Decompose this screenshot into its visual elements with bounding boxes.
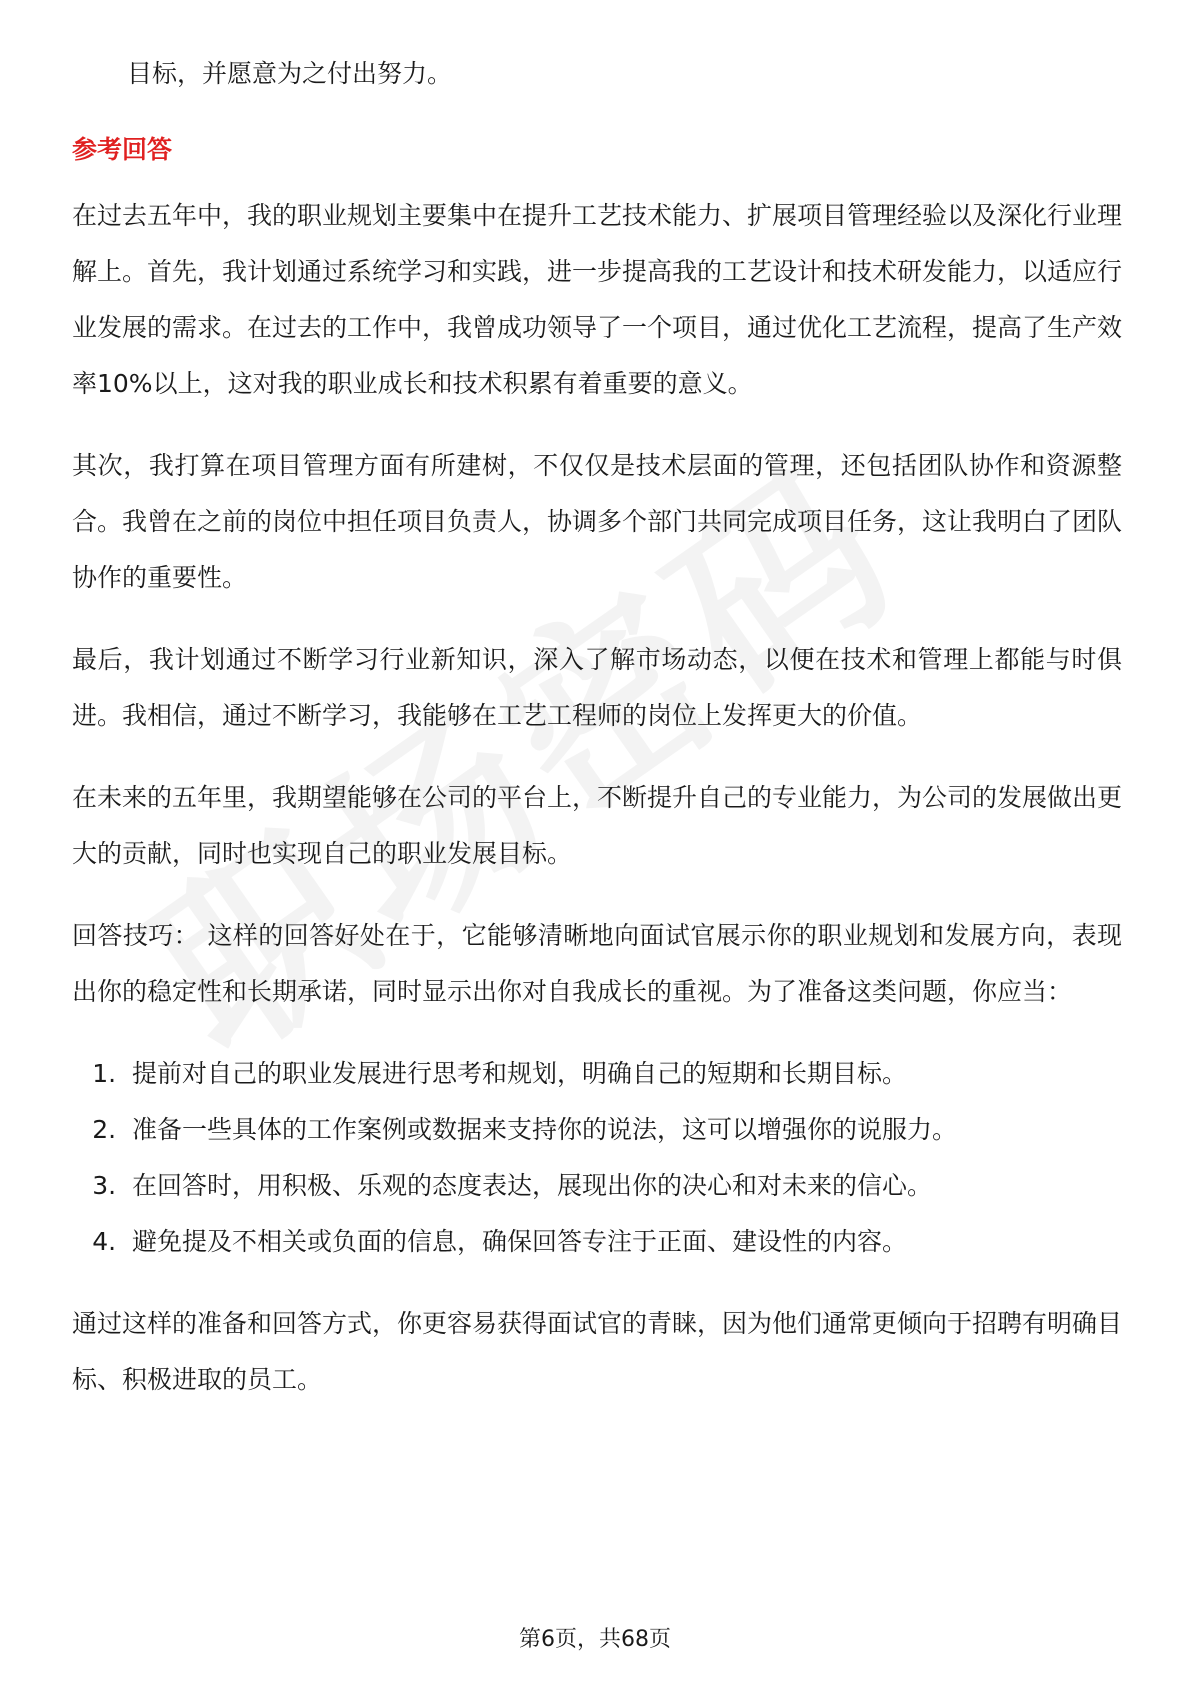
paragraph-2: 其次，我打算在项目管理方面有所建树，不仅仅是技术层面的管理，还包括团队协作和资源整合。我曾在之前的岗位中担任项目负责人，协调多个部门共同完成项目任务，这让我明白了团队协作的重要性。 [72,451,1123,592]
list-item: 4. 避免提及不相关或负面的信息，确保回答专注于正面、建设性的内容。 [124,1214,1122,1270]
list-item: 3. 在回答时，用积极、乐观的态度表达，展现出你的决心和对未来的信心。 [124,1158,1122,1214]
page-content [72,46,1122,1434]
list-item: 2. 准备一些具体的工作案例或数据来支持你的说法，这可以增强你的说服力。 [124,1102,1122,1158]
paragraph-1: 在过去五年中，我的职业规划主要集中在提升工艺技术能力、扩展项目管理经验以及深化行业理解上。首先，我计划通过系统学习和实践，进一步提高我的工艺设计和技术研发能力，以适应行业发展的需求。在过去的工作中，我曾成功领导了一个项目，通过优化工艺流程，提高了生产效率10%以上，这对我的职业成长和技术积累有着重要的意义。 [72,201,1123,398]
page-number: 第6页，共68页 [519,1627,671,1652]
section-heading: 参考回答 [72,135,173,164]
paragraph-3: 最后，我计划通过不断学习行业新知识，深入了解市场动态，以便在技术和管理上都能与时俱进。我相信，通过不断学习，我能够在工艺工程师的岗位上发挥更大的价值。 [72,645,1122,730]
tips-list [72,1046,1122,1270]
list-item: 1. 提前对自己的职业发展进行思考和规划，明确自己的短期和长期目标。 [124,1046,1122,1102]
paragraph-4: 在未来的五年里，我期望能够在公司的平台上，不断提升自己的专业能力，为公司的发展做出更大的贡献，同时也实现自己的职业发展目标。 [72,783,1123,868]
closing-paragraph: 通过这样的准备和回答方式，你更容易获得面试官的青睐，因为他们通常更倾向于招聘有明确目标、积极进取的员工。 [72,1309,1123,1394]
answer-tips-intro: 回答技巧： 这样的回答好处在于，它能够清晰地向面试官展示你的职业规划和发展方向，表现出你的稳定性和长期承诺，同时显示出你对自我成长的重视。为了准备这类问题，你应当： [72,921,1122,1006]
continuation-text: 目标，并愿意为之付出努力。 [127,59,453,88]
